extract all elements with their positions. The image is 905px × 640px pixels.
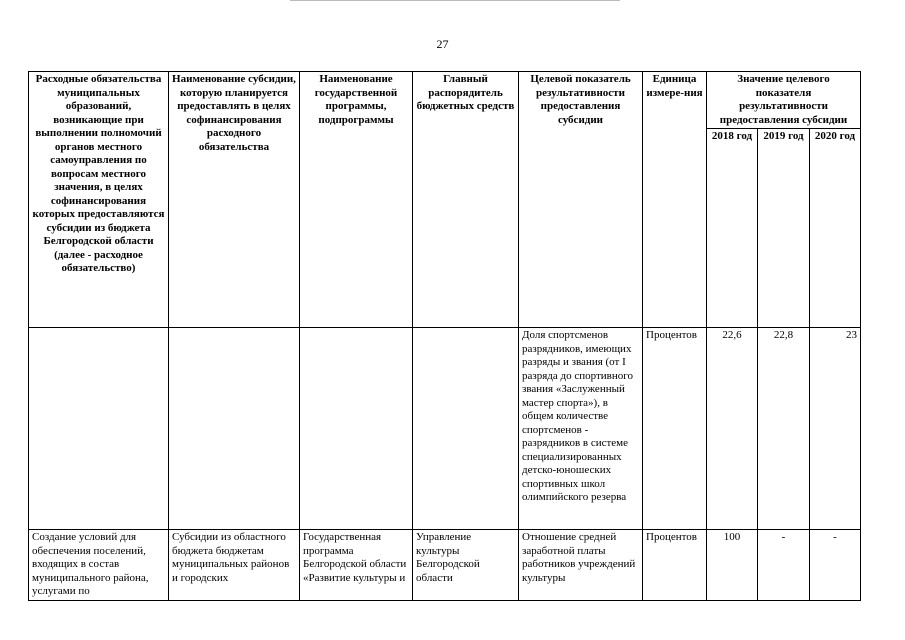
cell-value-2019: 22,8 [758, 328, 810, 530]
cell-obligation [29, 328, 169, 530]
cell-indicator: Доля спортсменов разрядников, имеющих разряды и звания (от I разряда до спортивного звания «Заслуженный мастер спорта»), в общем количестве спортсменов - разрядников в системе специализированных детско-юношеских спортивных школ олимпийского резерва [519, 328, 643, 530]
header-indicator-value: Значение целевого показателя результативности предоставления субсидии [707, 72, 861, 129]
header-unit: Единица измере-ния [643, 72, 707, 328]
table-row [29, 328, 861, 530]
cell-manager [413, 328, 519, 530]
scan-edge-line [290, 0, 620, 2]
header-subsidy-name: Наименование субсидии, которую планируется предоставлять в целях софинансирования расходного обязательства [169, 72, 300, 328]
header-program-name: Наименование государственной программы, подпрограммы [300, 72, 413, 328]
cell-program [300, 328, 413, 530]
table-row [29, 530, 861, 601]
subsidy-table [28, 71, 861, 601]
cell-value-2018: 22,6 [707, 328, 758, 530]
cell-program: Государственная программа Белгородской области «Развитие культуры и [300, 530, 413, 601]
cell-obligation: Создание условий для обеспечения поселений, входящих в состав муниципального района, услугами по [29, 530, 169, 601]
header-target-indicator: Целевой показатель результативности предоставления субсидии [519, 72, 643, 328]
cell-value-2020: 23 [810, 328, 861, 530]
cell-manager: Управление культуры Белгородской области [413, 530, 519, 601]
cell-unit: Процентов [643, 328, 707, 530]
cell-value-2018: 100 [707, 530, 758, 601]
header-year-2020: 2020 год [810, 129, 861, 328]
page-number: 27 [436, 37, 449, 51]
cell-unit: Процентов [643, 530, 707, 601]
header-year-2019: 2019 год [758, 129, 810, 328]
cell-indicator: Отношение средней заработной платы работников учреждений культуры [519, 530, 643, 601]
cell-value-2019: - [758, 530, 810, 601]
header-obligations: Расходные обязательства муниципальных образований, возникающие при выполнении полномочий органов местного самоуправления по вопросам местного значения, в целях софинансирования которых предоставляются субсидии из бюджета Белгородской области (далее - расходное обязательство) [29, 72, 169, 328]
cell-value-2020: - [810, 530, 861, 601]
header-budget-manager: Главный распорядитель бюджетных средств [413, 72, 519, 328]
cell-subsidy: Субсидии из областного бюджета бюджетам муниципальных районов и городских [169, 530, 300, 601]
header-year-2018: 2018 год [707, 129, 758, 328]
cell-subsidy [169, 328, 300, 530]
